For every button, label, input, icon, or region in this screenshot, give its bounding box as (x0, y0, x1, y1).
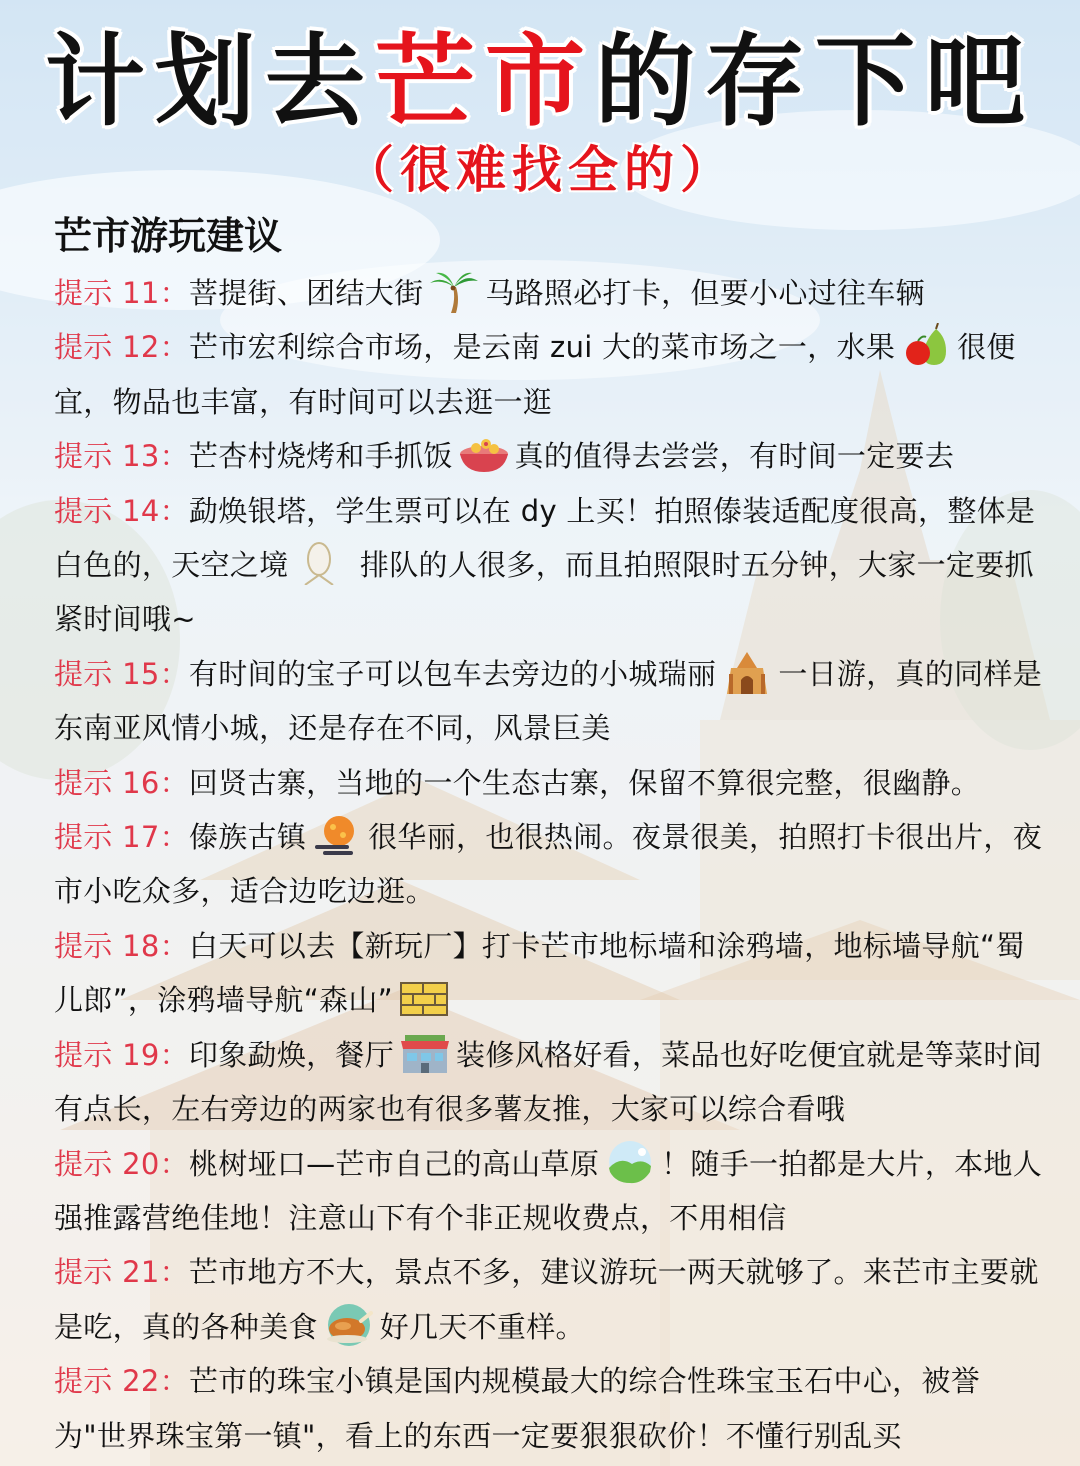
fruit-icon (898, 323, 954, 367)
tip-item (54, 810, 1046, 919)
tip-item (54, 1354, 1046, 1463)
tip-label: 提示 16： (54, 765, 189, 800)
tip-text: 芒杏村烧烤和手抓饭 (188, 439, 453, 474)
tip-item (54, 1137, 1046, 1246)
tip-text-continued: 装修风格好看，菜品也好吃便宜就是等菜时间有点长，左右旁边的两家也有很多薯友推，大家可以综合看哦 (54, 1037, 1043, 1127)
tips-list (54, 266, 1046, 1463)
sunset-icon (309, 813, 365, 857)
tip-label: 提示 13： (54, 439, 189, 474)
tip-label: 提示 18： (54, 928, 189, 963)
temple-icon (719, 650, 775, 694)
tip-text-continued: 真的值得去尝尝，有时间一定要去 (514, 439, 955, 474)
tip-label: 提示 21： (54, 1255, 189, 1290)
tip-text: 有时间的宝子可以包车去旁边的小城瑞丽 (188, 656, 717, 691)
grassland-icon (602, 1140, 658, 1184)
tip-item (54, 919, 1046, 1028)
section-heading: 芒市游玩建议 (54, 213, 283, 258)
tip-item (54, 647, 1046, 756)
tip-text: 勐焕银塔，学生票可以在 dy 上买！拍照傣装适配度很高，整体是白色的，天空之境 (54, 493, 1036, 583)
tip-text: 回贤古寨，当地的一个生态古寨，保留不算很完整，很幽静。 (188, 765, 981, 800)
tip-text: 印象勐焕，餐厅 (188, 1037, 395, 1072)
mirror-icon (291, 541, 347, 585)
tip-item (54, 429, 1046, 483)
tip-text-continued: ！随手一拍都是大片，本地人强推露营绝佳地！注意山下有个非正规收费点，不用相信 (54, 1146, 1043, 1235)
brick-wall-icon (396, 976, 452, 1020)
tip-label: 提示 22： (54, 1364, 189, 1399)
tip-label: 提示 17： (54, 820, 189, 855)
tip-item (54, 266, 1046, 320)
page-subtitle: （很难找全的） (344, 141, 736, 199)
tip-item (54, 1245, 1046, 1354)
roast-chicken-icon (321, 1303, 377, 1347)
tip-label: 提示 14： (54, 493, 189, 528)
title-highlight: 芒市 (375, 23, 595, 140)
tip-text: 白天可以去【新玩厂】打卡芒市地标墙和涂鸦墙，地标墙导航“蜀儿郎”，涂鸦墙导航“森山” (54, 928, 1025, 1018)
tip-text-continued: 马路照必打卡，但要小心过往车辆 (485, 276, 925, 310)
tip-text: 菩提街、团结大街 (188, 276, 424, 310)
tip-label: 提示 15： (54, 656, 189, 691)
tip-text-continued: 很便宜，物品也丰富，有时间可以去逛一逛 (54, 330, 1016, 419)
tip-text: 芒市宏利综合市场，是云南 zui 大的菜市场之一，水果 (188, 330, 896, 365)
palm-tree-icon (426, 269, 482, 313)
tip-label: 提示 11： (54, 276, 189, 310)
food-bowl-icon (456, 432, 512, 476)
restaurant-building-icon (397, 1031, 453, 1075)
tip-item (54, 320, 1046, 429)
tip-text: 芒市地方不大，景点不多，建议游玩一两天就够了。来芒市主要就是吃，真的各种美食 (54, 1255, 1039, 1344)
tip-text: 芒市的珠宝小镇是国内规模最大的综合性珠宝玉石中心，被誉为"世界珠宝第一镇"，看上的东西一定要狠狠砍价！不懂行别乱买 (54, 1364, 981, 1453)
tip-label: 提示 19： (54, 1037, 189, 1072)
tip-item (54, 484, 1046, 647)
tip-label: 提示 12： (54, 330, 189, 365)
tip-text-continued: 很华丽，也很热闹。夜景很美，拍照打卡很出片，夜市小吃众多，适合边吃边逛。 (54, 820, 1043, 909)
tip-item (54, 1028, 1046, 1137)
tip-text-continued: 好几天不重样。 (379, 1309, 585, 1344)
tip-text-continued: 排队的人很多，而且拍照限时五分钟，大家一定要抓紧时间哦~ (54, 548, 1034, 637)
tip-item (54, 756, 1046, 810)
tip-label: 提示 20： (54, 1146, 189, 1181)
tip-text: 傣族古镇 (188, 820, 307, 855)
tip-text-continued: 一日游，真的同样是东南亚风情小城，还是存在不同，风景巨美 (54, 656, 1043, 746)
page-title: 计划去芒市的存下吧 (45, 23, 1035, 140)
tip-text: 桃树垭口—芒市自己的高山草原 (188, 1146, 600, 1181)
